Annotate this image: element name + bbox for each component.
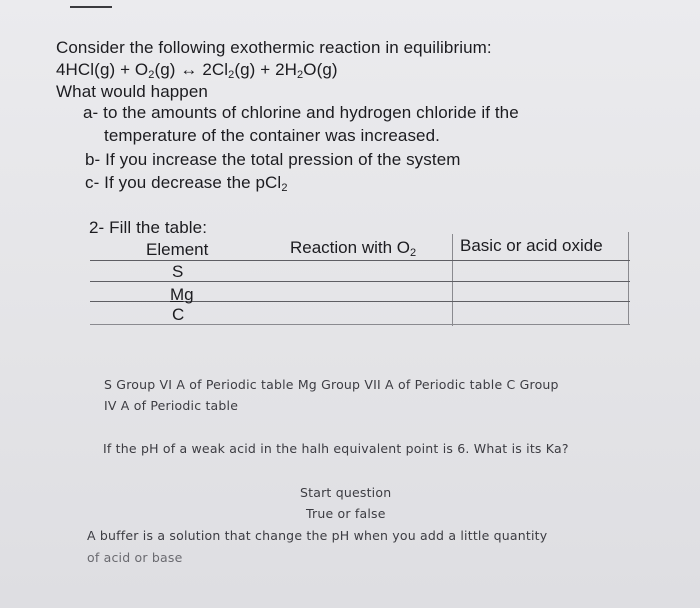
question1-ask: What would happen	[56, 82, 208, 101]
table-row: C	[172, 305, 185, 324]
table-row: S	[172, 262, 184, 281]
question1-part-a-line2: temperature of the container was increased.	[104, 126, 440, 145]
header-oxide-type: Basic or acid oxide	[460, 236, 603, 255]
equilibrium-arrow-icon: ↔	[180, 60, 198, 79]
question1-part-a-line1: a- to the amounts of chlorine and hydrogen chloride if the	[83, 103, 519, 122]
table-rule	[90, 324, 630, 325]
table-row: Mg	[170, 285, 194, 304]
periodic-note-line2: IV A of Periodic table	[104, 398, 239, 413]
header-element: Element	[146, 240, 209, 259]
buffer-statement-line2: of acid or base	[87, 550, 183, 565]
reaction-equation: $4HCl(g) + O_2(g)$ ↔ $2Cl_2(g) + 2H_2O(g)$	[56, 60, 338, 81]
question1-intro: Consider the following exothermic reaction in equilibrium:	[56, 38, 492, 57]
header-reaction-with-o2: Reaction with $O_2$	[290, 238, 417, 259]
question2-title: 2- Fill the table:	[89, 218, 208, 237]
table-rule	[90, 260, 630, 261]
periodic-note-line1: S Group VI A of Periodic table Mg Group VII A of Periodic table C Group	[104, 377, 559, 392]
start-question-label: Start question	[300, 485, 392, 500]
ph-question: If the pH of a weak acid in the halh equivalent point is 6. What is its Ka?	[103, 441, 569, 456]
question1-part-b: b- If you increase the total pression of the system	[85, 150, 461, 169]
true-false-label: True or false	[306, 506, 386, 521]
question1-part-c: c- If you decrease the pCl$_2$	[85, 173, 288, 194]
table-divider	[628, 232, 629, 324]
table-divider	[452, 234, 453, 326]
buffer-statement-line1: A buffer is a solution that change the pH when you add a little quantity	[87, 528, 548, 543]
table-rule	[90, 281, 630, 282]
top-rule	[70, 6, 112, 8]
